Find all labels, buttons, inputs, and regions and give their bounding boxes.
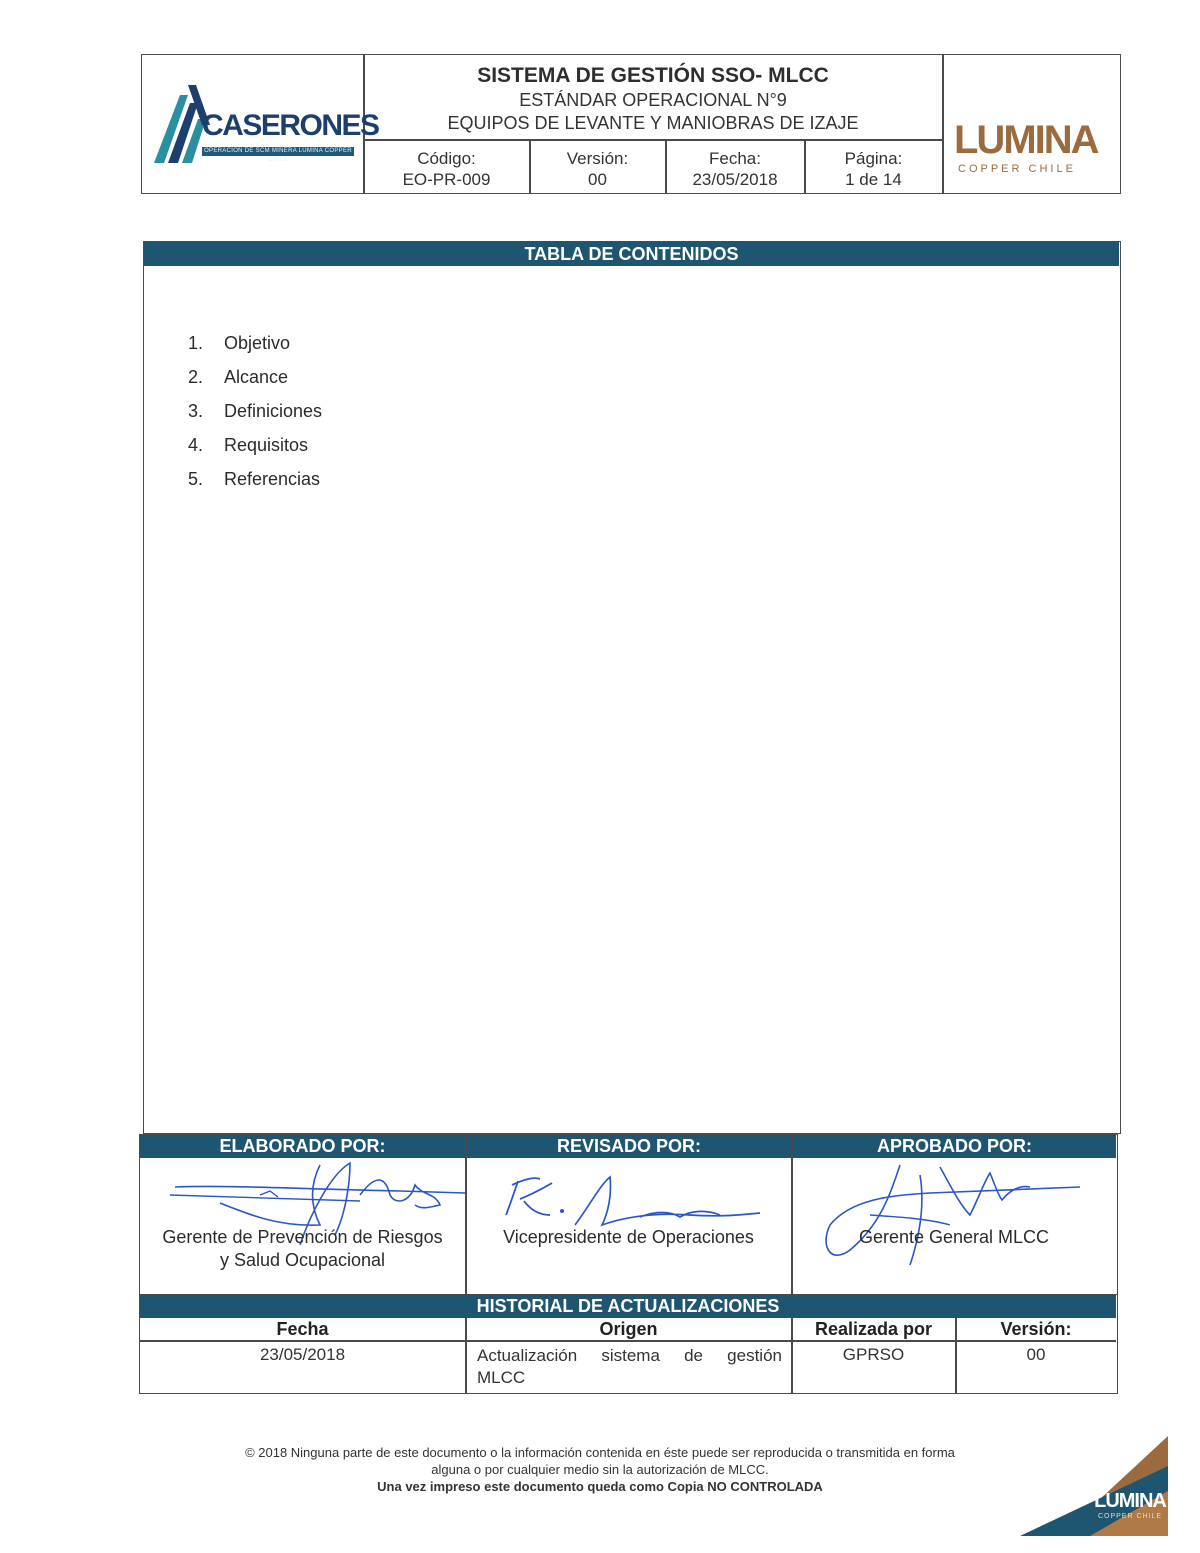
toc-item-label: Referencias [224,469,321,489]
history-row-realizada: GPRSO [842,1345,905,1364]
lumina-logo [954,119,1114,179]
elaborado-role-line-2: y Salud Ocupacional [219,1250,386,1270]
toc-item-label: Requisitos [224,435,309,455]
footer-notice [150,1444,1050,1495]
revisado-heading: REVISADO POR: [556,1136,702,1156]
date-cell [666,148,804,190]
history-row-fecha: 23/05/2018 [259,1345,346,1364]
code-cell [364,148,529,190]
toc-item [188,367,288,388]
history-col-fecha: Fecha [276,1319,329,1339]
history-row-version: 00 [1026,1345,1046,1364]
lumina-logo-tagline: COPPER CHILE [958,163,1076,175]
version-cell [530,148,665,190]
toc-item [188,435,308,456]
history-row-origen-line-2: MLCC [477,1368,526,1387]
footer-lumina-logo-tagline: COPPER CHILE [1097,1513,1163,1520]
toc-item-number: 4. [188,435,204,455]
caserones-logo [152,85,379,165]
approvals-section [139,1134,1118,1295]
toc-section [143,241,1121,1134]
document-subject: EQUIPOS DE LEVANTE Y MANIOBRAS DE IZAJE [447,113,859,133]
code-label: Código: [417,149,476,168]
document-header [141,54,1121,194]
elaborado-heading: ELABORADO POR: [219,1136,386,1156]
caserones-logo-tagline: OPERACIÓN DE SCM MINERA LUMINA COPPER CHILE [202,147,354,156]
date-value: 23/05/2018 [692,170,778,189]
caserones-logo-text: CASERONES [202,109,379,142]
toc-item [188,333,290,354]
footer-copyright-cont: alguna o por cualquier medio sin la autorización de MLCC. [431,1462,769,1477]
history-row-origen [477,1345,782,1389]
history-col-realizada: Realizada por [814,1319,933,1339]
elaborado-role [140,1226,465,1272]
toc-item-number: 3. [188,401,204,421]
page-label: Página: [844,149,903,168]
toc-heading: TABLA DE CONTENIDOS [144,242,1119,266]
version-value: 00 [588,170,607,189]
document-system-title: SISTEMA DE GESTIÓN SSO- MLCC [477,64,829,87]
aprobado-role: Gerente General MLCC [858,1227,1050,1247]
toc-item-label: Objetivo [224,333,291,353]
code-value: EO-PR-009 [402,170,491,189]
document-standard-number: ESTÁNDAR OPERACIONAL N°9 [519,90,787,110]
history-heading: HISTORIAL DE ACTUALIZACIONES [140,1295,1116,1318]
toc-item-label: Definiciones [224,401,323,421]
aprobado-signature [810,1155,1110,1275]
footer-uncontrolled-copy: Una vez impreso este documento queda como Copia NO CONTROLADA [377,1479,823,1494]
toc-item-label: Alcance [224,367,289,387]
footer-lumina-logo-text: LUMINA [1094,1490,1166,1512]
history-row-origen-line-1: Actualización sistema de gestión [477,1346,782,1365]
toc-item [188,401,322,422]
history-col-version: Versión: [1000,1319,1072,1339]
page-cell [805,148,942,190]
aprobado-heading: APROBADO POR: [876,1136,1032,1156]
date-label: Fecha: [709,149,761,168]
page-value: 1 de 14 [845,170,902,189]
history-section [139,1294,1118,1394]
toc-item-number: 5. [188,469,204,489]
toc-item-number: 1. [188,333,204,353]
footer-corner-graphic [1020,1436,1170,1536]
lumina-logo-text: LUMINA [954,118,1098,162]
version-label: Versión: [566,149,629,168]
footer-copyright: © 2018 Ninguna parte de este documento o la información contenida en éste puede ser reproducida o transmitida en forma [245,1445,955,1460]
toc-item [188,469,320,490]
elaborado-role-line-1: Gerente de Prevención de Riesgos [162,1227,443,1247]
revisado-role: Vicepresidente de Operaciones [503,1227,754,1247]
history-col-origen: Origen [599,1319,658,1339]
footer-lumina-logo [1090,1490,1170,1520]
toc-item-number: 2. [188,367,204,387]
